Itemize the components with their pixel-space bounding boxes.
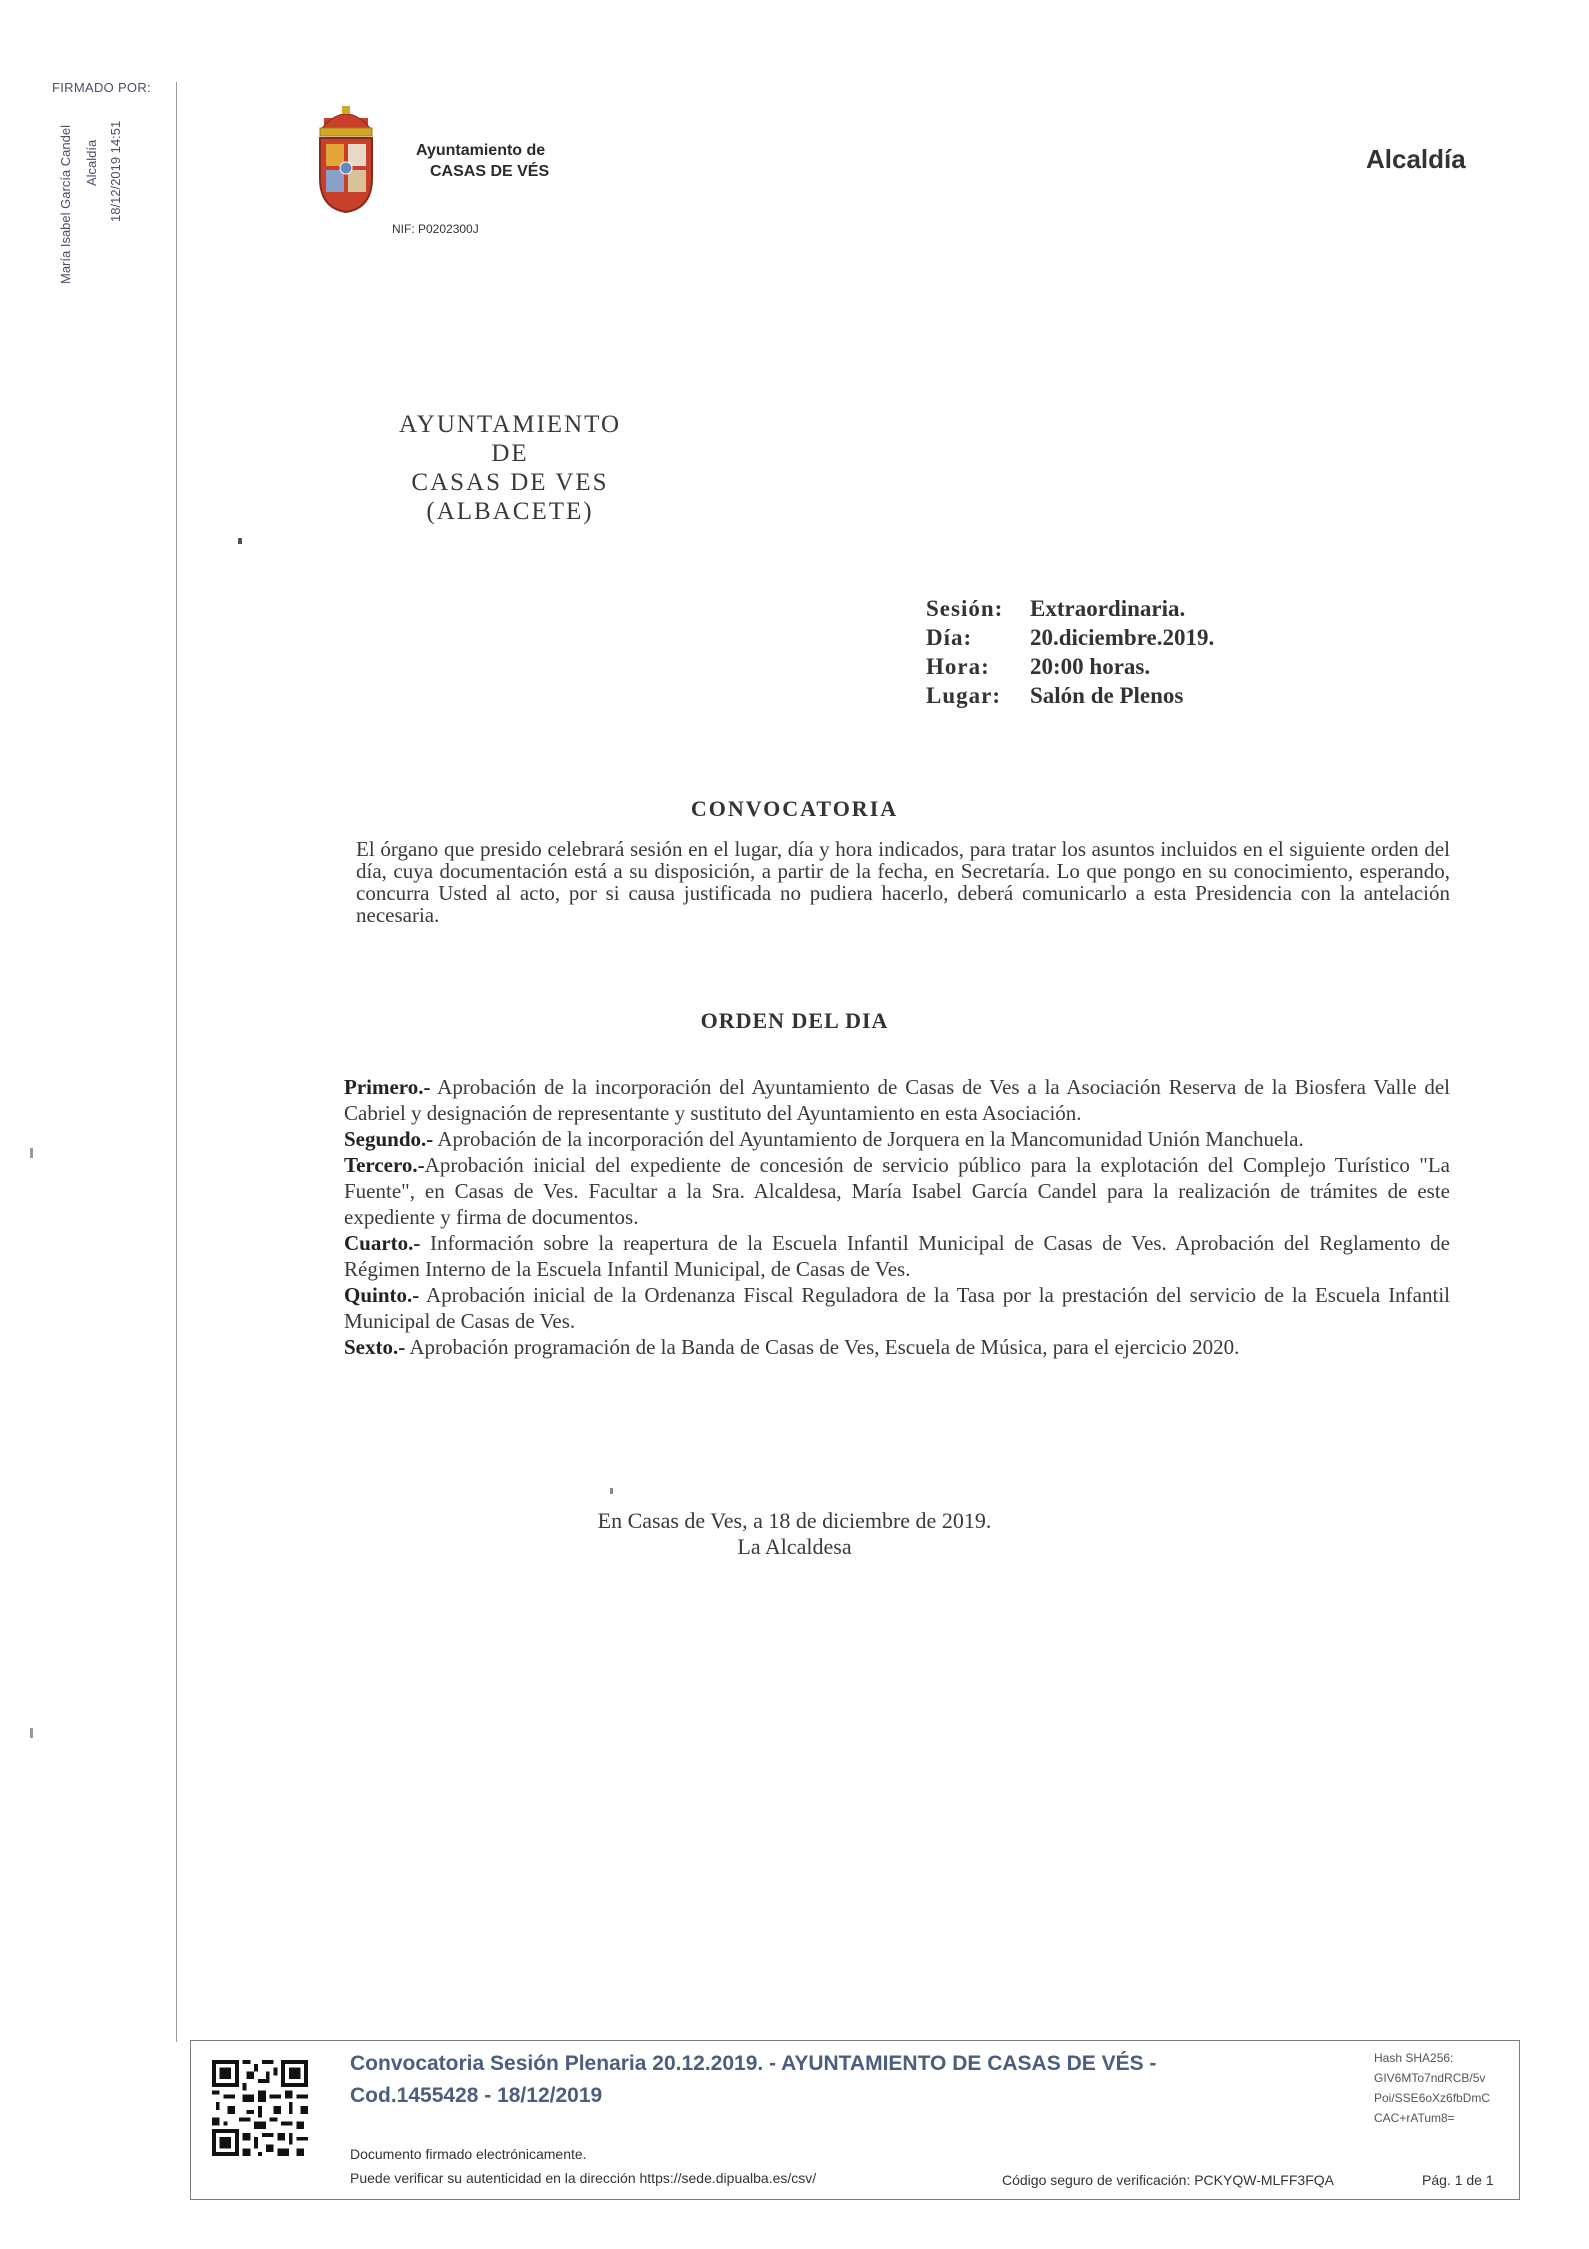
coat-of-arms-icon (314, 104, 378, 216)
margin-mark (30, 1148, 33, 1158)
hash-block: Hash SHA256: GIV6MTo7ndRCB/5v Poi/SSE6oXz6fbDmC CAC+rATum8= (1374, 2051, 1491, 2125)
agenda-item: Sexto.- Aprobación programación de la Banda de Casas de Ves, Escuela de Música, para el ejercicio 2020. (344, 1335, 1240, 1359)
agenda-item: Quinto.- Aprobación inicial de la Ordenanza Fiscal Reguladora de la Tasa por la prestación del servicio de la Escuela Infantil Municipal de Casas de Ves. (344, 1283, 1450, 1333)
qr-code-icon (212, 2060, 308, 2156)
agenda-item: Primero.- Aprobación de la incorporación del Ayuntamiento de Casas de Ves a la Asociación Reserva de la Biosfera Valle del Cabriel y designación de representante y sustituto del Ayuntamiento en esta Asociación. (344, 1075, 1450, 1125)
municipal-heading: AYUNTAMIENTO DE CASAS DE VES (ALBACETE) (399, 411, 621, 525)
agenda-item: Tercero.-Aprobación inicial del expediente de concesión de servicio público para la explotación del Complejo Turístico "La Fuente", en Casas de Ves. Facultar a la Sra. Alcaldesa, María Isabel García Candel para la realización de trámites de este expediente y firma de documentos. (344, 1153, 1450, 1229)
convocatoria-title: CONVOCATORIA (690, 796, 899, 821)
orden-title: ORDEN DEL DIA (700, 1008, 889, 1033)
ayuntamiento-name: Ayuntamiento de CASAS DE VÉS (416, 142, 550, 180)
footer-document-title: Convocatoria Sesión Plenaria 20.12.2019. - AYUNTAMIENTO DE CASAS DE VÉS - Cod.1455428 - 18/12/2019 (350, 2052, 1157, 2107)
closing-block (0, 1508, 1589, 1560)
signature-label: FIRMADO POR: (52, 80, 151, 95)
verification-code: Código seguro de verificación: PCKYQW-MLFF3FQA (1002, 2172, 1334, 2188)
signature-datetime: 18/12/2019 14:51 (108, 120, 123, 222)
signed-notice: Documento firmado electrónicamente. (350, 2146, 587, 2162)
scan-speck (610, 1488, 613, 1494)
closing-signer: La Alcaldesa (737, 1534, 852, 1559)
verification-url-text: Puede verificar su autenticidad en la dirección https://sede.dipualba.es/csv/ (350, 2170, 817, 2186)
signature-name: María Isabel García Candel (58, 125, 73, 284)
agenda-item: Cuarto.- Información sobre la reapertura de la Escuela Infantil Municipal de Casas de Ves. Aprobación del Reglamento de Régimen Interno de la Escuela Infantil Municipal, de Casas de Ves. (344, 1231, 1450, 1281)
session-details (926, 596, 1214, 712)
agenda-list (344, 1074, 1450, 1360)
margin-mark (30, 1728, 33, 1738)
signature-divider (176, 82, 177, 2042)
signature-role: Alcaldía (84, 139, 99, 186)
department-title: Alcaldía (1366, 144, 1466, 174)
page-number: Pág. 1 de 1 (1422, 2172, 1494, 2188)
session-row: Hora: 20:00 horas. (926, 654, 1151, 679)
session-row: Día: 20.diciembre.2019. (926, 625, 1215, 650)
session-row: Lugar: Salón de Plenos (926, 683, 1184, 708)
convocatoria-body: El órgano que presido celebrará sesión en el lugar, día y hora indicados, para tratar los asuntos incluidos en el siguiente orden del día, cuya documentación está a su disposición, a partir de la fecha, en Secretaría. Lo que pongo en su conocimiento, esperando, concurra Usted al acto, por si causa justificada no pudiera hacerlo, deberá comunicarlo a esta Presidencia con la antelación necesaria. (356, 837, 1450, 927)
session-row: Sesión: Extraordinaria. (926, 596, 1186, 621)
agenda-item: Segundo.- Aprobación de la incorporación del Ayuntamiento de Jorquera en la Mancomunidad Unión Manchuela. (344, 1127, 1304, 1151)
scan-speck (238, 538, 242, 544)
closing-place-date: En Casas de Ves, a 18 de diciembre de 2019. (597, 1508, 992, 1533)
nif: NIF: P0202300J (392, 222, 479, 236)
